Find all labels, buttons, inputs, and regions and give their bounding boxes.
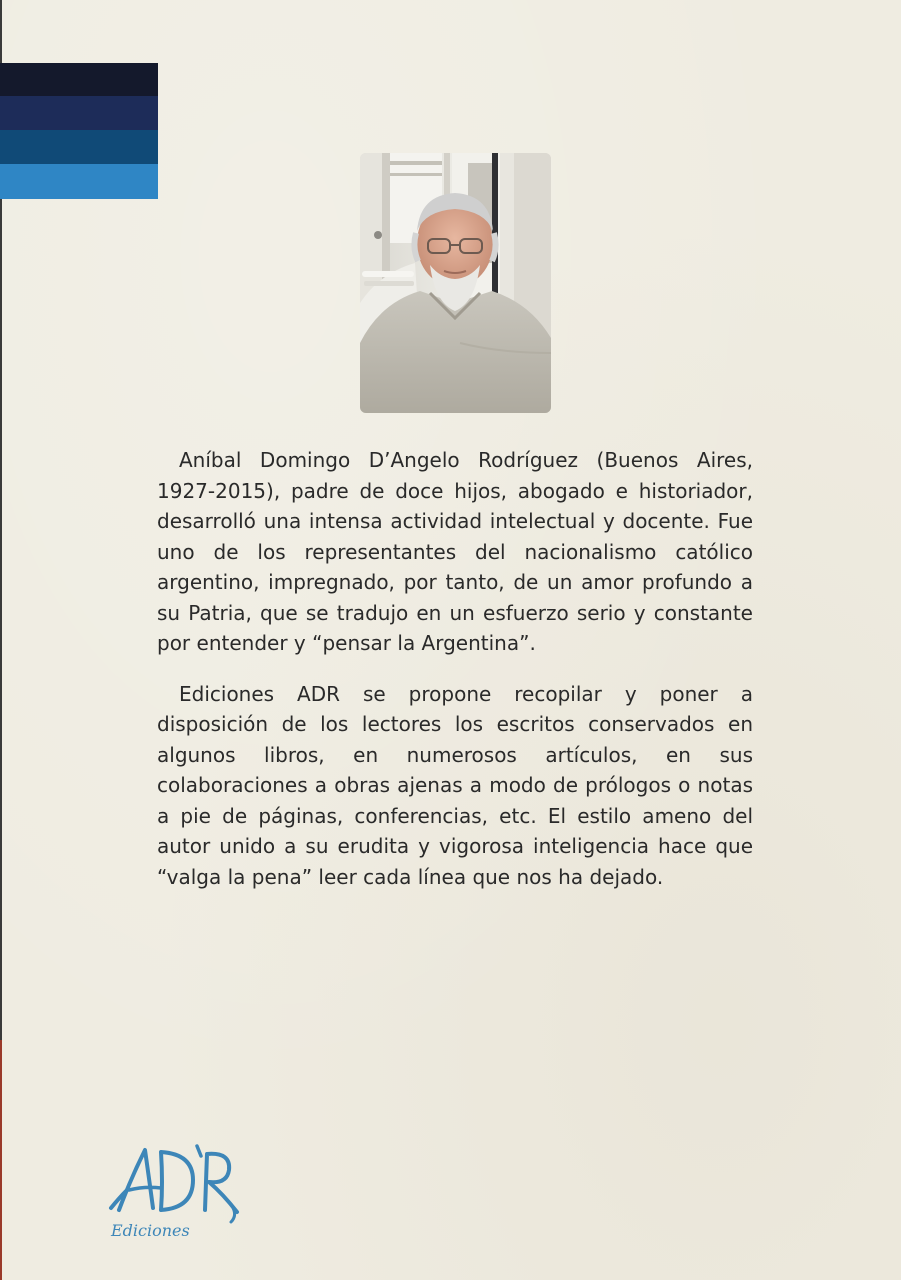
bio-paragraph-1: Aníbal Domingo D’Angelo Rodríguez (Buenos Aires, 1927-2015), padre de doce hijos, abogado e historiador, desarrolló una intensa actividad intelectual y docente. Fue uno de los representantes del nacionalismo católico argentino, impregnado, por tanto, de un amor profundo a su Patria, que se tradujo en un esfuerzo serio y constante por entender y “pensar la Argentina”. [157,448,753,655]
author-portrait-icon [360,153,551,413]
stripe-light-blue [0,164,158,199]
stripe-steel-blue [0,130,158,164]
author-bio [157,445,753,892]
publisher-logo [105,1138,245,1248]
bio-paragraph-2: Ediciones ADR se propone recopilar y poner a disposición de los lectores los escritos conservados en algunos libros, en numerosos artículos, en sus colaboraciones a obras ajenas a modo de prólogos o notas a pie de páginas, conferencias, etc. El estilo ameno del autor unido a su erudita y vigorosa inteligencia hace que “valga la pena” leer cada línea que nos ha dejado. [157,681,753,889]
author-photo [360,153,551,413]
left-edge-accent [0,1040,2,1280]
adr-ediciones-logo-icon [105,1138,245,1248]
svg-text:Ediciones: Ediciones [111,1221,190,1240]
stripe-navy [0,96,158,130]
color-stripes [0,63,158,199]
stripe-navy-dark [0,63,158,96]
